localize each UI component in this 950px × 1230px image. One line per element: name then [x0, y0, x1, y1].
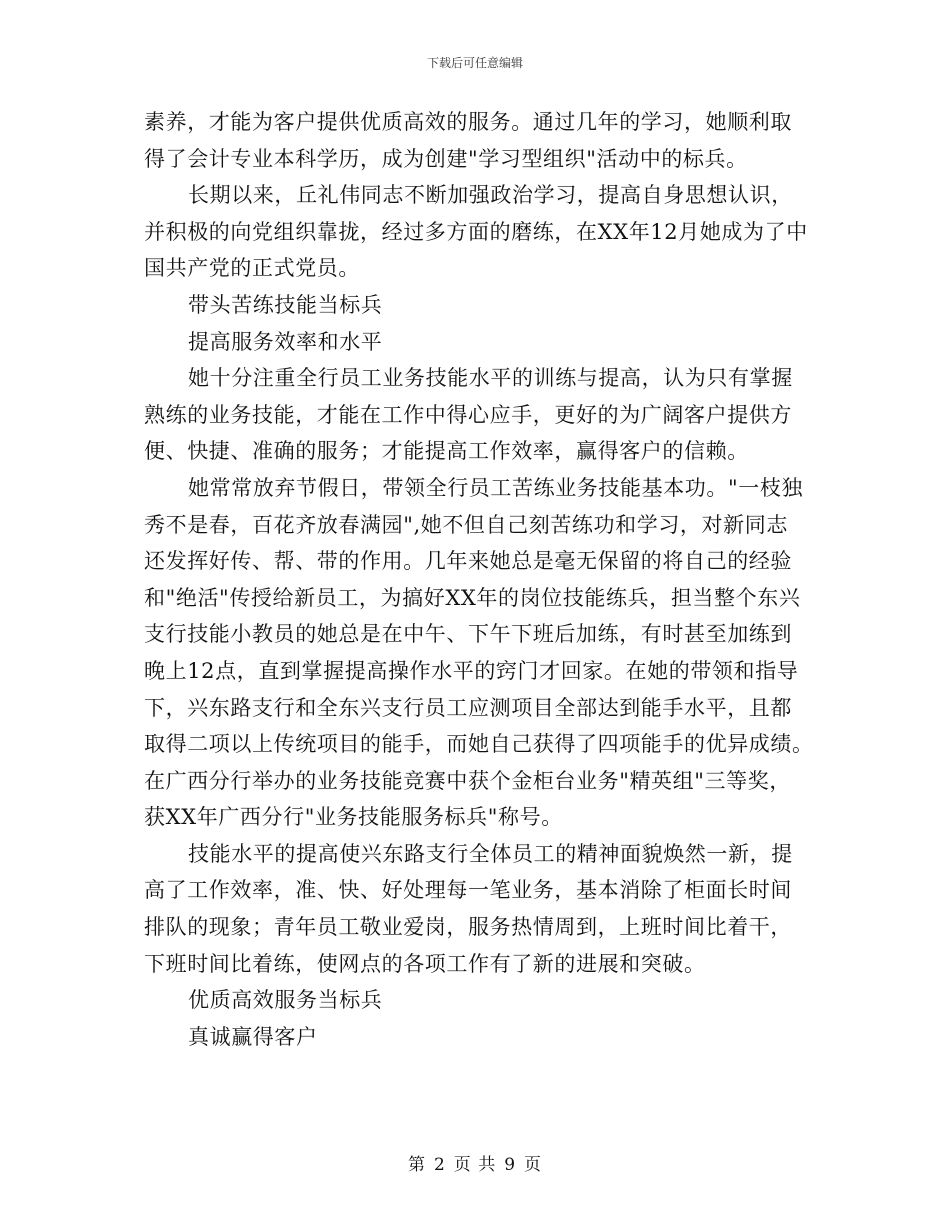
text-line: 便、快捷、准确的服务；才能提高工作效率，赢得客户的信赖。 — [144, 439, 749, 464]
document-body — [144, 104, 814, 1055]
footer-mid: 页 共 — [453, 1155, 497, 1175]
text-line: 晚上12点，直到掌握提高操作水平的窍门才回家。在她的带领和指导 — [144, 658, 799, 683]
footer-prefix: 第 — [407, 1155, 426, 1175]
text-line: 国共产党的正式党员。 — [144, 256, 360, 281]
text-line: 秀不是春，百花齐放春满园",她不但自己刻苦练功和学习，对新同志 — [144, 512, 788, 537]
section-subheading: 真诚赢得客户 — [188, 1024, 318, 1049]
page-number-footer — [0, 1150, 950, 1175]
text-line: 和"绝活"传授给新员工，为搞好XX年的岗位技能练兵，担当整个东兴 — [144, 585, 801, 610]
text-line: 还发挥好传、帮、带的作用。几年来她总是毫无保留的将自己的经验 — [144, 549, 792, 574]
footer-suffix: 页 — [524, 1155, 543, 1175]
paragraph-start: 她常常放弃节假日，带领全行员工苦练业务技能基本功。"一枝独 — [188, 475, 804, 500]
text-line: 素养，才能为客户提供优质高效的服务。通过几年的学习，她顺利取 — [144, 110, 792, 134]
text-line: 高了工作效率，准、快、好处理每一笔业务，基本消除了柜面长时间 — [144, 878, 792, 903]
header-note: 下载后可任意编辑 — [426, 56, 523, 70]
section-heading: 带头苦练技能当标兵 — [188, 292, 383, 317]
section-subheading: 提高服务效率和水平 — [188, 329, 383, 354]
current-page-number: 2 — [433, 1155, 446, 1175]
paragraph-start: 技能水平的提高使兴东路支行全体员工的精神面貌焕然一新，提 — [188, 841, 793, 866]
text-line: 取得二项以上传统项目的能手，而她自己获得了四项能手的优异成绩。 — [144, 732, 814, 757]
text-line: 熟练的业务技能，才能在工作中得心应手，更好的为广阔客户提供方 — [144, 402, 792, 427]
text-line: 得了会计专业本科学历，成为创建"学习型组织"活动中的标兵。 — [144, 146, 748, 171]
paragraph-start: 长期以来，丘礼伟同志不断加强政治学习，提高自身思想认识， — [188, 183, 793, 208]
text-line: 获XX年广西分行"业务技能服务标兵"称号。 — [144, 805, 563, 830]
paragraph-start: 她十分注重全行员工业务技能水平的训练与提高，认为只有掌握 — [188, 366, 793, 391]
text-line: 支行技能小教员的她总是在中午、下午下班后加练，有时甚至加练到 — [144, 622, 792, 647]
text-line: 下班时间比着练，使网点的各项工作有了新的进展和突破。 — [144, 951, 706, 976]
text-line: 并积极的向党组织靠拢，经过多方面的磨练，在XX年12月她成为了中 — [144, 219, 808, 244]
total-page-count: 9 — [504, 1155, 517, 1175]
text-line: 排队的现象；青年员工敬业爱岗，服务热情周到，上班时间比着干， — [144, 915, 792, 940]
section-heading: 优质高效服务当标兵 — [188, 988, 383, 1013]
text-line: 在广西分行举办的业务技能竞赛中获个金柜台业务"精英组"三等奖， — [144, 768, 791, 793]
text-line: 下，兴东路支行和全东兴支行员工应测项目全部达到能手水平，且都 — [144, 695, 792, 720]
